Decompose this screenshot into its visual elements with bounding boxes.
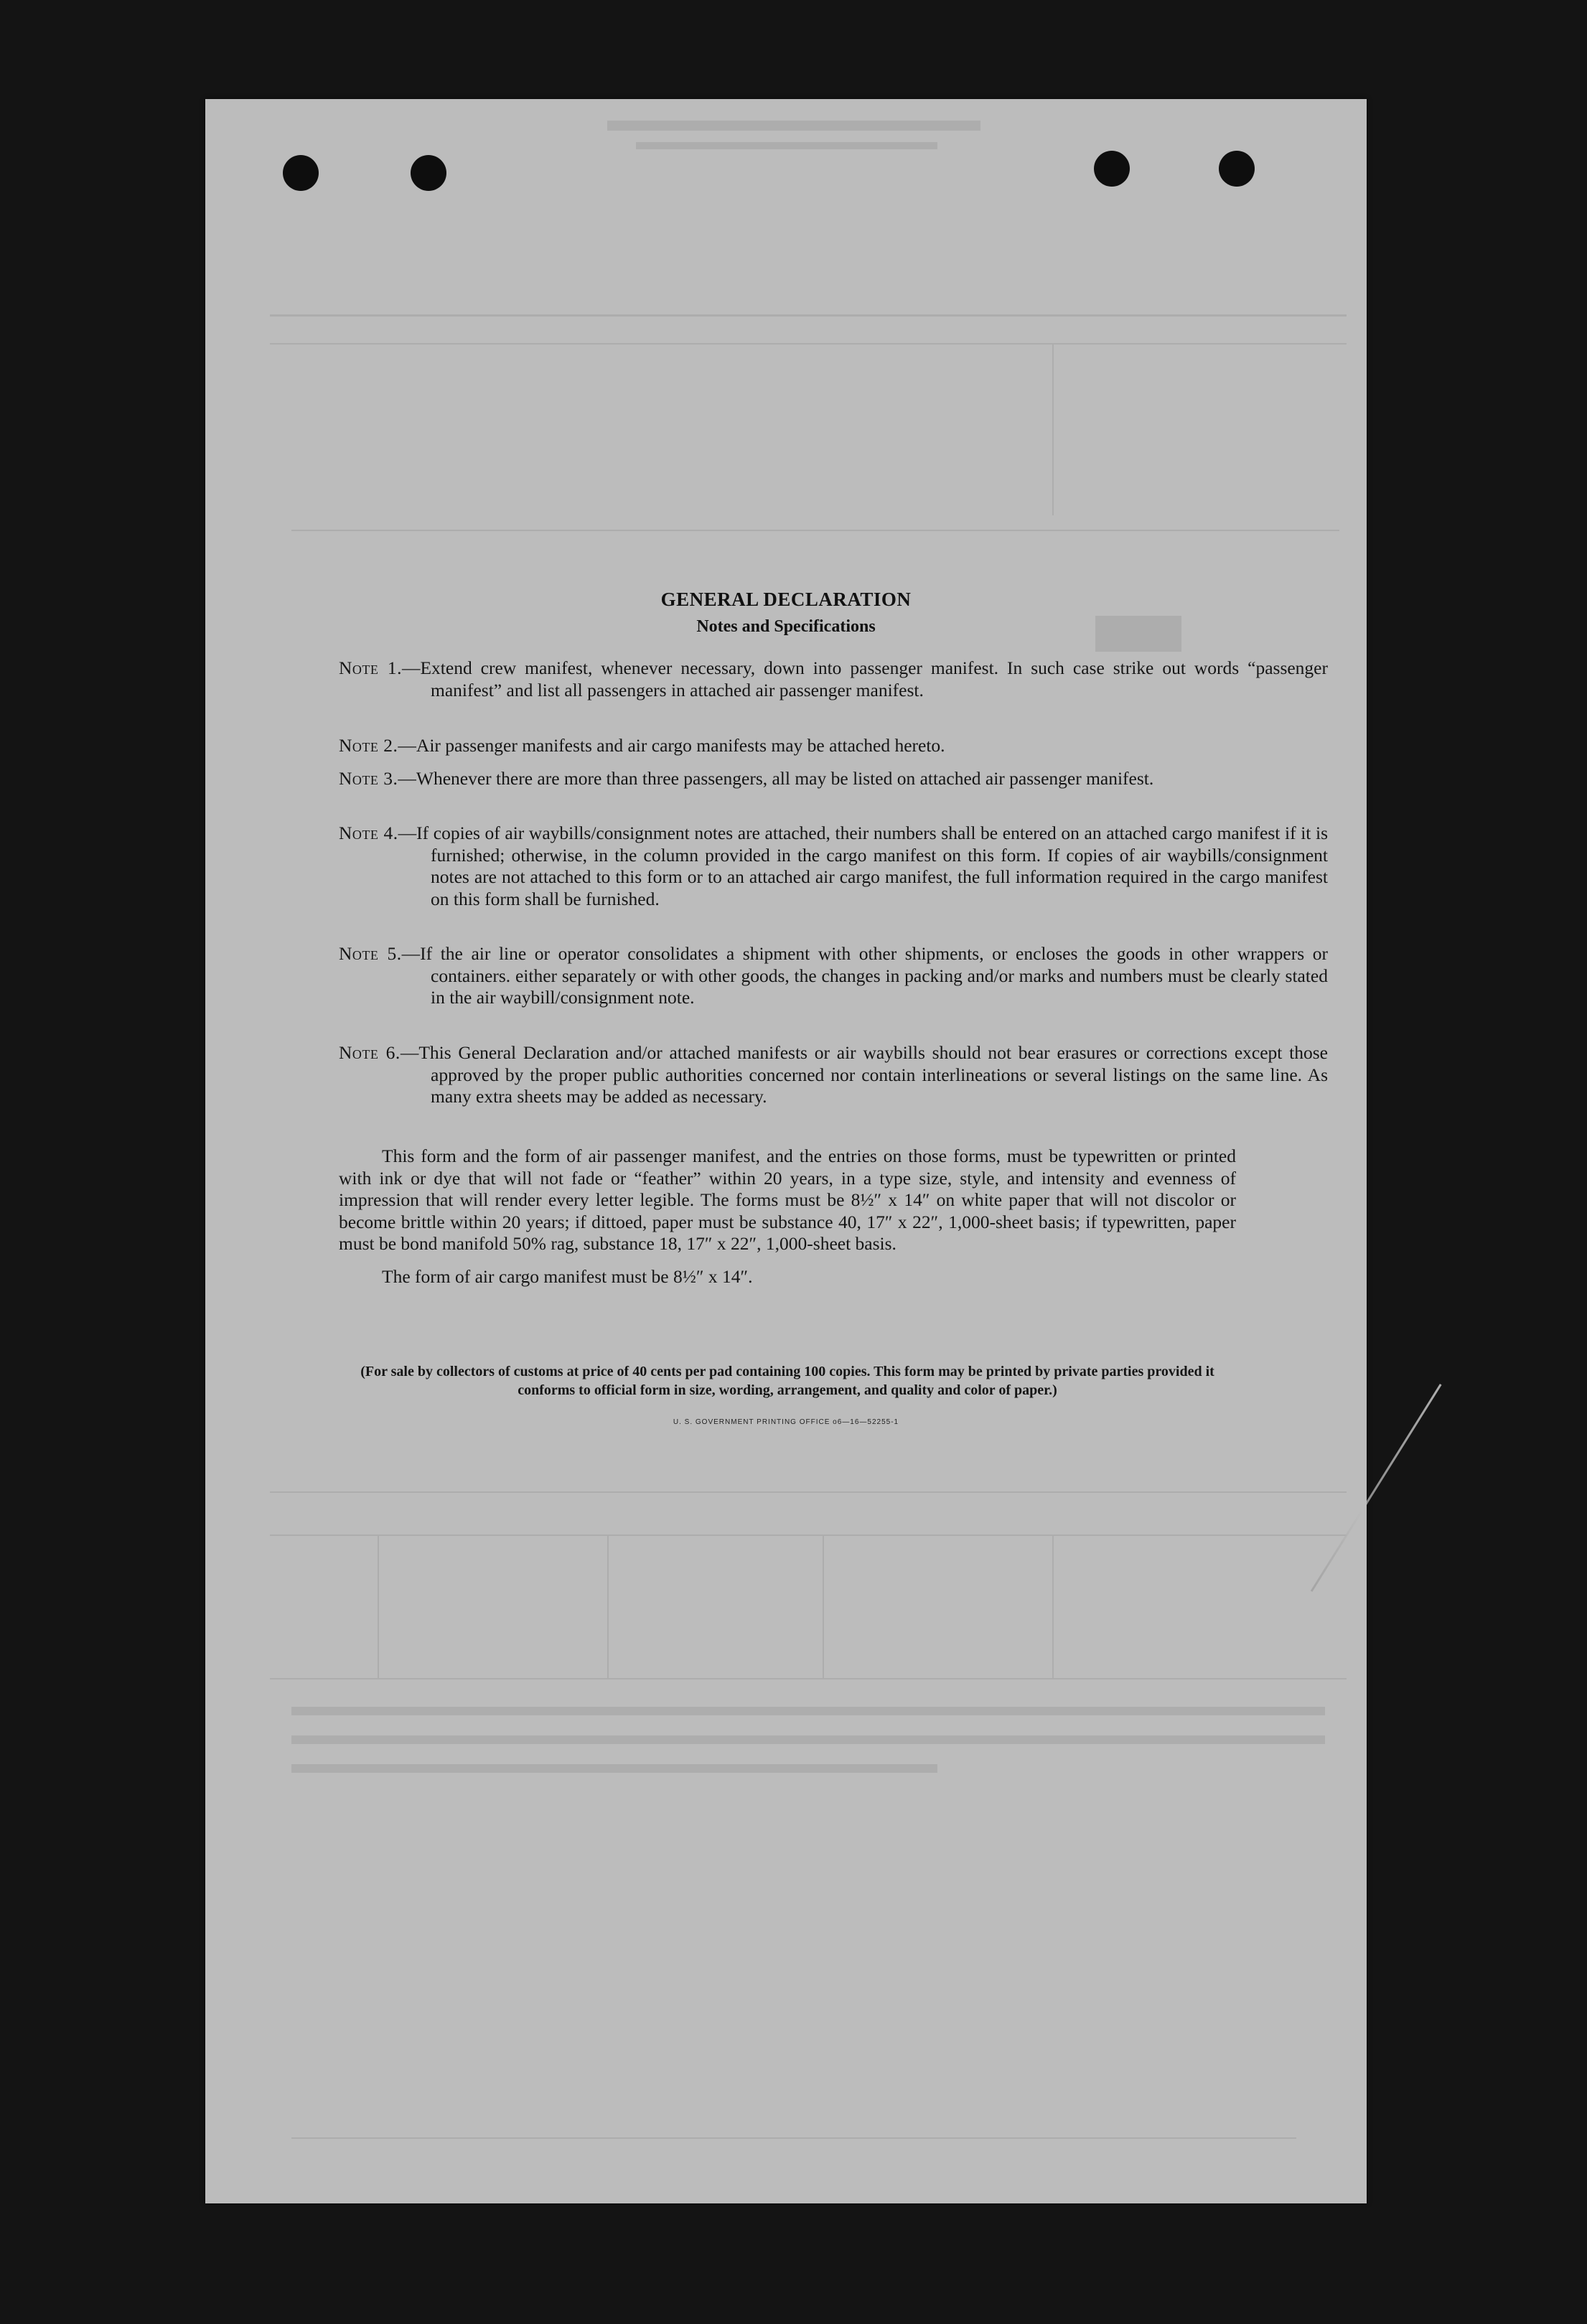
note-label: Note 3. (339, 768, 398, 789)
note-label: Note 1. (339, 657, 402, 678)
cargo-manifest-size-line: The form of air cargo manifest must be 8½″ x 14″. (382, 1266, 753, 1287)
paper-crease (1311, 1384, 1442, 1592)
note-2 (339, 735, 1328, 757)
document-title: GENERAL DECLARATION (660, 589, 912, 610)
note-label: Note 6. (339, 1042, 401, 1063)
document-sheet (205, 99, 1367, 2203)
note-6 (339, 1042, 1328, 1108)
note-label: Note 4. (339, 823, 398, 843)
note-text: —Whenever there are more than three passengers, all may be listed on attached air passenger manifest. (398, 768, 1154, 789)
note-text: —Extend crew manifest, whenever necessary, down into passenger manifest. In such case strike out words “passenger manifest” and list all passengers in attached air passenger manifest. (401, 657, 1328, 701)
note-text: —This General Declaration and/or attached manifests or air waybills should not bear erasures or corrections except those approved by the proper public authorities concerned nor contain interlineations or several listings on the same line. As many extra sheets may be added as necessary. (400, 1042, 1328, 1107)
note-3 (339, 768, 1328, 790)
note-1 (339, 657, 1328, 701)
punch-hole-left-2 (411, 155, 446, 191)
punch-hole-right-1 (1094, 151, 1130, 187)
note-text: —If copies of air waybills/consignment notes are attached, their numbers shall be entered on an attached cargo manifest if it is furnished; otherwise, in the column provided in the cargo manifest on this form. If copies of air waybills/consignment notes are not attached to this form or to an attached air cargo manifest, the full information required in the cargo manifest on this form shall be furnished. (398, 823, 1329, 909)
format-requirements-paragraph: This form and the form of air passenger manifest, and the entries on those forms, must be typewritten or printed with ink or dye that will not fade or “feather” within 20 years, in a type size, style, and intensity and evenness of impression that will render every letter legible. The forms must be 8½″ x 14″ on white paper that will not discolor or become brittle within 20 years; if dittoed, paper must be substance 40, 17″ x 22″, 1,000-sheet basis; if typewritten, paper must be bond manifold 50% rag, substance 18, 17″ x 22″, 1,000-sheet basis. (339, 1145, 1236, 1254)
punch-hole-left-1 (283, 155, 319, 191)
note-4 (339, 823, 1328, 910)
printer-line: U. S. GOVERNMENT PRINTING OFFICE o6—16—52255-1 (673, 1418, 899, 1426)
note-text: —If the air line or operator consolidates a shipment with other shipments, or encloses the goods in other wrappers or containers. either separately or with other goods, the changes in packing and/or marks and numbers must be clearly stated in the air waybill/consignment note. (401, 943, 1329, 1008)
note-text: —Air passenger manifests and air cargo manifests may be attached hereto. (398, 735, 945, 756)
note-label: Note 2. (339, 735, 398, 756)
sale-notice: (For sale by collectors of customs at price of 40 cents per pad containing 100 copies. This form may be printed by private parties provided it conforms to official form in size, wording, arrangement, and quality and color of paper.) (360, 1364, 1214, 1398)
note-5 (339, 943, 1328, 1009)
note-label: Note 5. (339, 943, 402, 964)
punch-hole-right-2 (1219, 151, 1255, 187)
document-subtitle: Notes and Specifications (696, 617, 876, 636)
